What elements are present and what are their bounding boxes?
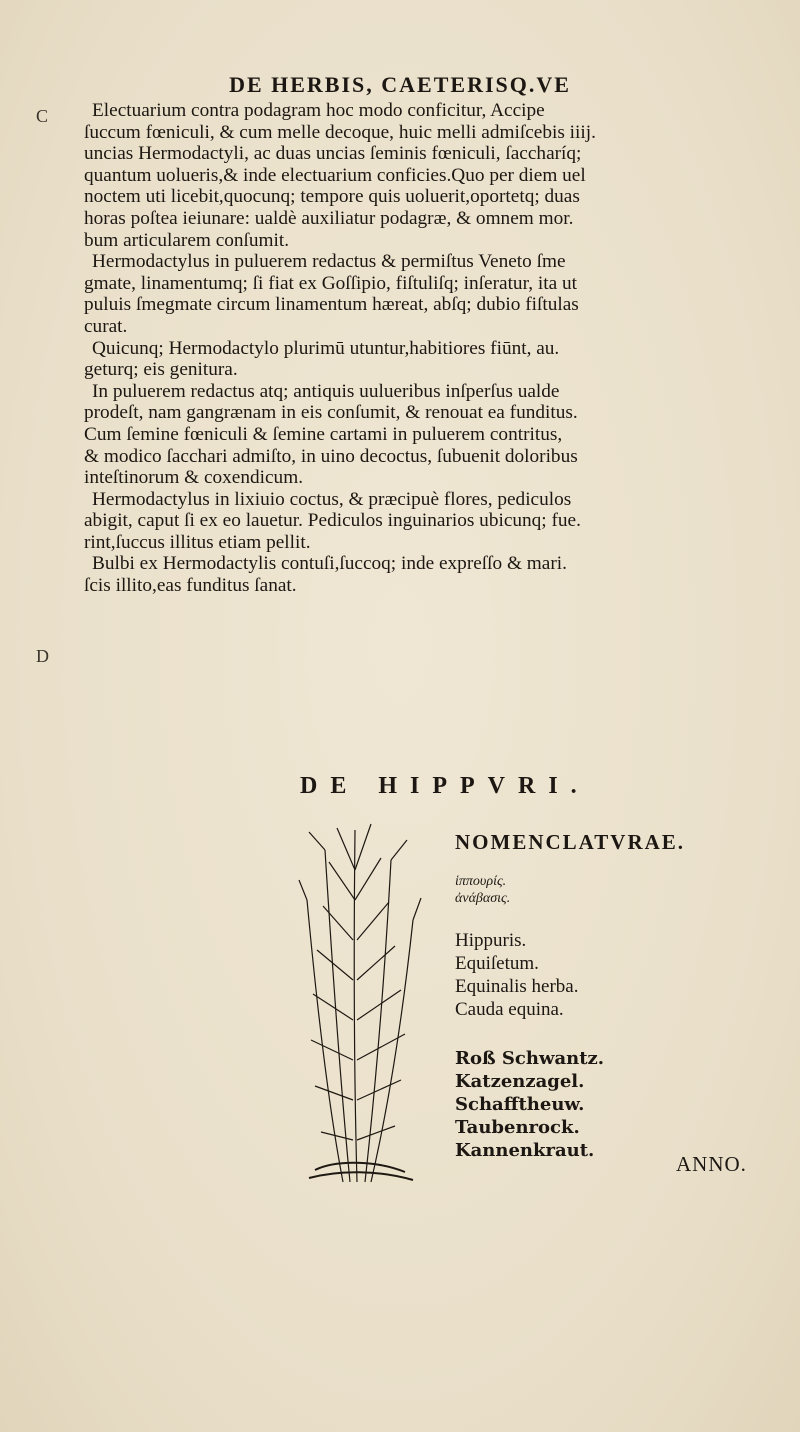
- latin-name: Equinalis herba.: [455, 976, 579, 997]
- paragraph-bulbi: Bulbi ex Hermodactylis contuſi,ſuccoq; inde expreſſo & mari. ſcis illito,eas funditus ſanat.: [84, 553, 567, 597]
- greek-name: ἱππουρίς.: [455, 874, 507, 889]
- margin-letter-c: C: [36, 106, 49, 126]
- paragraph-electuarium: Electuarium contra podagram hoc modo conficitur, Accipe ſuccum fœniculi, & cum melle decoque, huic melli admiſcebis iiij. uncias Hermodactyli, ac duas uncias ſeminis fœniculi, ſaccharíq; quantum uolueris,& inde electuarium conficies.Quo per diem uel noctem uti licebit,quocunq; tempore quis uoluerit,oportetq; duas horas poſtea ieiunare: ualdè auxiliatur podagræ, & omnem mor. bum articularem conſumit.: [84, 100, 596, 251]
- nomenclature-title: NOMENCLATVRAE.: [455, 830, 686, 854]
- greek-names: [455, 873, 685, 907]
- german-name: Taubenrock.: [455, 1117, 580, 1138]
- horsetail-plant-illustration: [295, 810, 425, 1185]
- german-name: Kannenkraut.: [455, 1140, 595, 1161]
- latin-names: [455, 929, 685, 1021]
- running-head: DE HERBIS, CAETERISQ.VE: [229, 72, 571, 97]
- german-name: Roß Schwantz.: [455, 1048, 605, 1069]
- section-title: DE HIPPVRI.: [300, 773, 590, 799]
- latin-name: Hippuris.: [455, 930, 527, 951]
- german-names: [455, 1047, 685, 1162]
- body-text: [84, 100, 754, 597]
- paragraph-gangraena: In puluerem redactus atq; antiquis uulueribus inſperſus ualde prodeſt, nam gangrænam in eis conſumit, & renouat ea funditus. Cum ſemine fœniculi & ſemine cartami in puluerem contritus, & modico ſacchari admiſto, in uino decoctus, ſubuenit doloribus inteſtinorum & coxendicum.: [84, 380, 578, 489]
- greek-name: ἀνάβασις.: [455, 891, 511, 906]
- paragraph-pediculos: Hermodactylus in lixiuio coctus, & præcipuè flores, pediculos abigit, caput ſi ex eo lauetur. Pediculos inguinarios ubicunq; fue. rint,ſuccus illitus etiam pellit.: [84, 488, 581, 553]
- latin-name: Equiſetum.: [455, 953, 539, 974]
- margin-letter-d: D: [36, 646, 49, 666]
- nomenclature-block: [455, 830, 685, 1162]
- paragraph-genitura: Quicunq; Hermodactylo plurimū utuntur,habitiores fiūnt, au. geturq; eis genitura.: [84, 337, 560, 381]
- latin-name: Cauda equina.: [455, 999, 564, 1020]
- german-name: Katzenzagel.: [455, 1071, 585, 1092]
- paragraph-fistulas: Hermodactylus in puluerem redactus & permiſtus Veneto ſme gmate, linamentumq; ſi fiat ex Goſſipio, fiſtuliſq; inſeratur, ita ut puluis ſmegmate circum linamentum hæreat, abſq; dubio fiſtulas curat.: [84, 251, 579, 337]
- catchword: ANNO.: [676, 1152, 747, 1176]
- german-name: Schafftheuw.: [455, 1094, 585, 1115]
